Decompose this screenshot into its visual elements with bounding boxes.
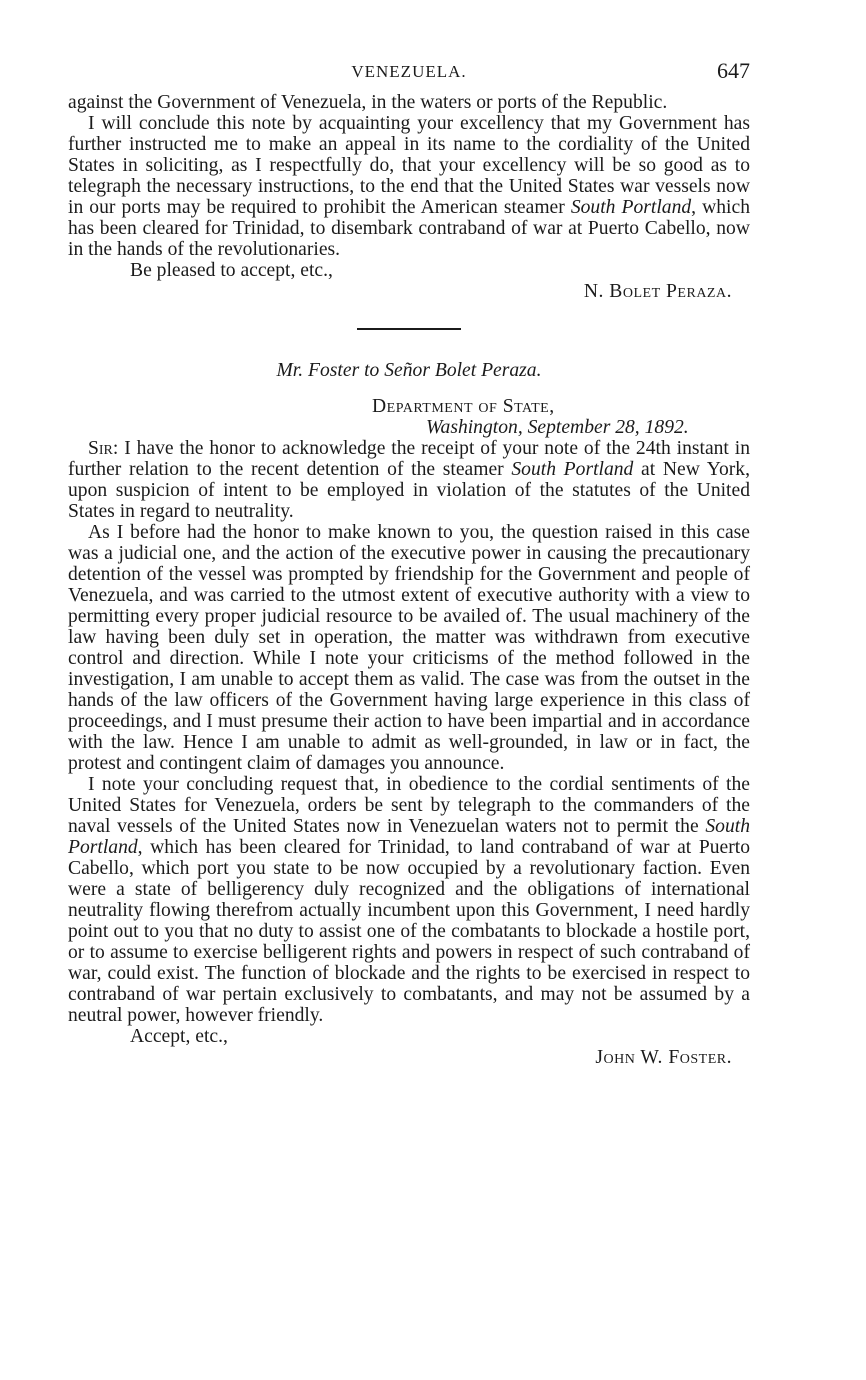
paragraph-text: , which has been cleared for Trinidad, to disembark contraband of war at Puerto Cabello, now in the hands of the revolutionaries.: [68, 197, 750, 260]
signature: John W. Foster.: [595, 1047, 732, 1068]
paragraph: [68, 113, 750, 260]
paragraph-text: As I before had the honor to make known to you, the question raised in this case was a judicial one, and the action of the executive power in causing the precautionary detention of the vessel was prompted by friendship for the Government and people of Venezuela, and was carried to the utmost extent of executive authority with a view to permitting every proper judicial resource to be availed of. The usual machinery of the law having been duly set in operation, the matter was withdrawn from executive control and direction. While I note your criticisms of the method followed in the investigation, I am unable to accept them as valid. The case was from the outset in the hands of the law officers of the Government having large experience in this class of proceedings, and I must presume their action to have been impartial and in accordance with the law. Hence I am unable to admit as well-grounded, in law or in fact, the protest and contingent claim of damages you announce.: [68, 522, 750, 774]
paragraph-text: I note your concluding request that, in obedience to the cordial sentiments of the United States for Venezuela, orders be sent by telegraph to the commanders of the naval vessels of the United States now in Venezuelan waters not to permit the: [68, 774, 750, 837]
page-number: 647: [717, 58, 750, 83]
paragraph-text: : I have the honor to acknowledge the receipt of your note of the 24th instant in further relation to the recent detention of the steamer: [68, 438, 750, 480]
closing-line: Accept, etc.,: [130, 1026, 228, 1047]
paragraph: [68, 774, 750, 1026]
dateline-place-date: Washington, September 28, 1892.: [426, 417, 689, 438]
ship-name: South Portland: [68, 816, 750, 858]
dateline-department: Department of State,: [372, 396, 555, 417]
paragraph-text: , which has been cleared for Trinidad, to land contraband of war at Puerto Cabello, which port you state to be now occupied by a revolutionary faction. Even were a state of belligerency duly recognized and the obligations of international neutrality flowing therefrom actually incumbent upon this Government, I need hardly point out to you that no duty to assist one of the combatants to blockade a hostile port, or to assume to exercise belligerent rights and powers in respect of such contraband of war, could exist. The function of blockade and the rights to be exercised in respect to contraband of war pertain exclusively to combatants, and may not be assumed by a neutral power, however friendly.: [68, 837, 750, 1026]
letter-bolet-peraza: [68, 92, 750, 302]
paragraph-text: at New York, upon suspicion of intent to be employed in violation of the statutes of the United States in regard to neutrality.: [68, 459, 751, 522]
section-divider: [357, 328, 461, 330]
paragraph: [68, 522, 750, 774]
ship-name: South Portland: [511, 459, 634, 480]
signature: N. Bolet Peraza.: [583, 281, 732, 302]
paragraph: [68, 438, 750, 522]
document-page: [68, 52, 750, 1068]
paragraph: [68, 92, 750, 113]
document-title: Mr. Foster to Señor Bolet Peraza.: [276, 360, 542, 381]
closing-line: Be pleased to accept, etc.,: [130, 260, 333, 281]
letter-foster: [68, 438, 750, 1068]
salutation: Sir: [88, 438, 113, 459]
dateline: [68, 396, 750, 438]
paragraph-text: against the Government of Venezuela, in the waters or ports of the Republic.: [68, 92, 668, 113]
page-header: [68, 52, 750, 92]
paragraph-text: I will conclude this note by acquainting your excellency that my Government has further instructed me to make an appeal in its name to the cordiality of the United States in soliciting, as I respectfully do, that your excellency will be so good as to telegraph the necessary instructions, to the end that the United States war vessels now in our ports may be required to prohibit the American steamer: [68, 113, 750, 218]
ship-name: South Portland: [570, 197, 692, 218]
running-head: VENEZUELA.: [351, 62, 467, 81]
